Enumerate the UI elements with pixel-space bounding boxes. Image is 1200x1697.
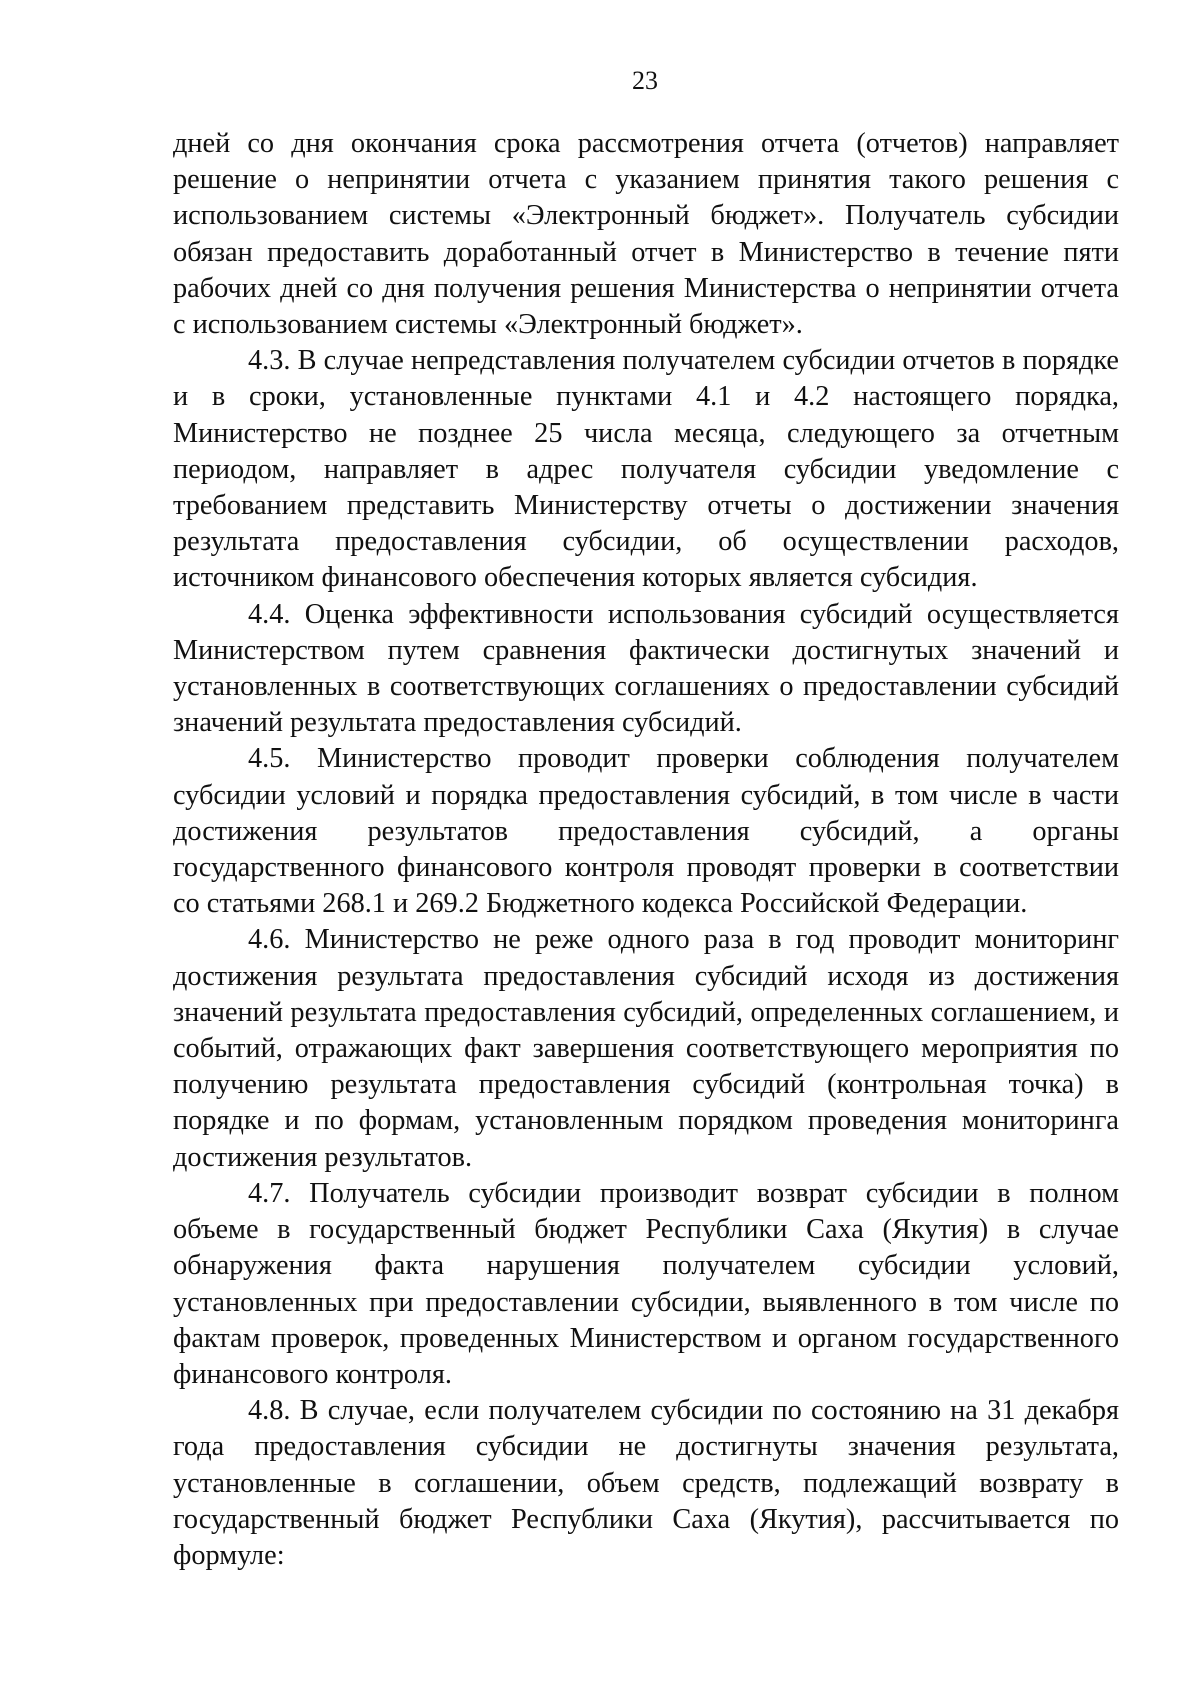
paragraph-continued: дней со дня окончания срока рассмотрения отчета (отчетов) направляет решение о непринятии отчета с указанием принятия такого решения с использованием системы «Электронный бюджет». Получатель субсидии обязан предоставить доработанный отчет в Министерство в течение пяти рабочих дней со дня получения решения Министерства о непринятии отчета с использованием системы «Электронный бюджет». — [173, 128, 1119, 341]
paragraph-4-6: 4.6. Министерство не реже одного раза в год проводит мониторинг достижения результата предоставления субсидий исходя из достижения значений результата предоставления субсидий, определенных соглашением, и событий, отражающих факт завершения соответствующего мероприятия по получению результата предоставления субсидий (контрольная точка) в порядке и по формам, установленным порядком проведения мониторинга достижения результатов. — [173, 924, 1119, 1173]
document-body — [173, 126, 1119, 1574]
paragraph-4-4: 4.4. Оценка эффективности использования субсидий осуществляется Министерством путем сравнения фактически достигнутых значений и установленных в соответствующих соглашениях о предоставлении субсидий значений результата предоставления субсидий. — [173, 598, 1119, 739]
page-number: 23 — [632, 66, 658, 95]
paragraph-4-3: 4.3. В случае непредставления получателем субсидии отчетов в порядке и в сроки, установленные пунктами 4.1 и 4.2 настоящего порядка, Министерство не позднее 25 числа месяца, следующего за отчетным периодом, направляет в адрес получателя субсидии уведомление с требованием представить Министерству отчеты о достижении значения результата предоставления субсидии, об осуществлении расходов, источником финансового обеспечения которых является субсидия. — [173, 345, 1119, 594]
paragraph-4-7: 4.7. Получатель субсидии производит возврат субсидии в полном объеме в государственный бюджет Республики Саха (Якутия) в случае обнаружения факта нарушения получателем субсидии условий, установленных при предоставлении субсидии, выявленного в том числе по фактам проверок, проведенных Министерством и органом государственного финансового контроля. — [173, 1177, 1119, 1390]
paragraph-4-8: 4.8. В случае, если получателем субсидии по состоянию на 31 декабря года предоставления субсидии не достигнуты значения результата, установленные в соглашении, объем средств, подлежащий возврату в государственный бюджет Республики Саха (Якутия), рассчитывается по формуле: — [173, 1395, 1119, 1571]
paragraph-4-5: 4.5. Министерство проводит проверки соблюдения получателем субсидии условий и порядка предоставления субсидий, в том числе в части достижения результатов предоставления субсидий, а органы государственного финансового контроля проводят проверки в соответствии со статьями 268.1 и 269.2 Бюджетного кодекса Российской Федерации. — [173, 743, 1119, 920]
